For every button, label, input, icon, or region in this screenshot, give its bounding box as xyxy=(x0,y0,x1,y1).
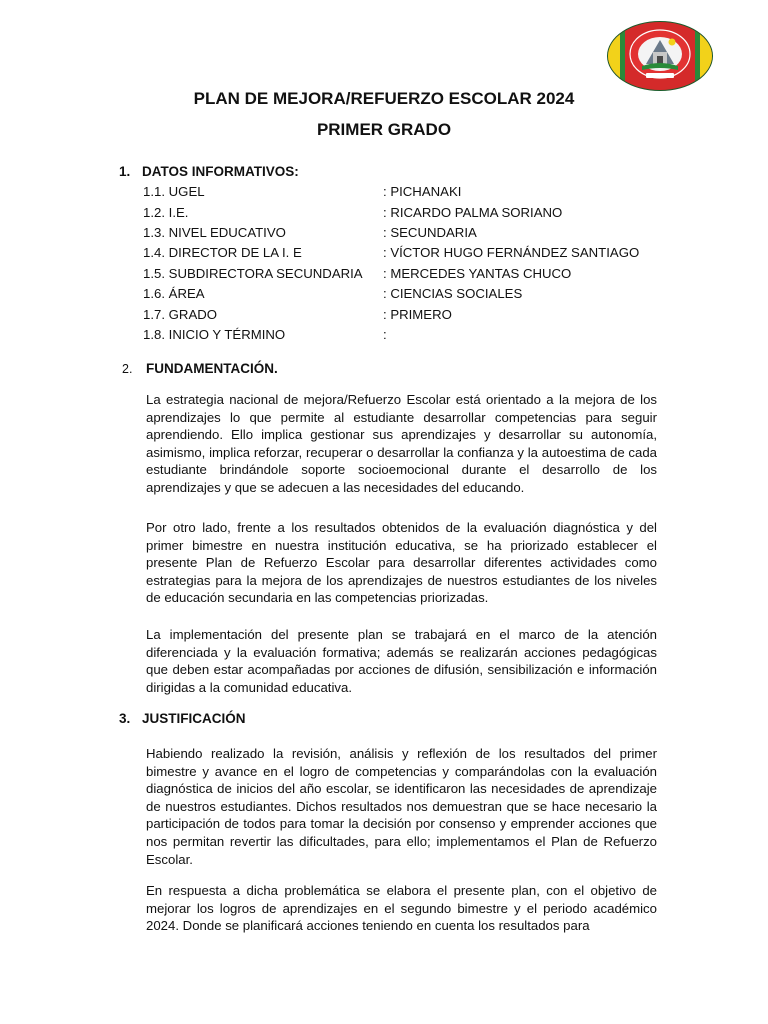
paragraph: Por otro lado, frente a los resultados obtenidos de la evaluación diagnóstica y del primer bimestre en nuestra institución educativa, se ha priorizado establecer el presente Plan de Refuerzo Escolar para desarrollar diferentes actividades como estrategias para la mejora de los aprendizajes de nuestros estudiantes de los niveles de educación secundaria en las competencias priorizadas. xyxy=(146,520,657,606)
info-key: 1.4. DIRECTOR DE LA I. E xyxy=(143,245,302,260)
school-seal-logo xyxy=(606,20,714,92)
info-value: : RICARDO PALMA SORIANO xyxy=(383,205,563,220)
section-2-heading xyxy=(122,361,278,376)
section-title: DATOS INFORMATIVOS: xyxy=(142,164,299,179)
info-row xyxy=(143,307,703,322)
info-key: 1.6. ÁREA xyxy=(143,286,205,301)
info-key: 1.7. GRADO xyxy=(143,307,218,322)
info-row xyxy=(143,266,703,281)
document-title: PLAN DE MEJORA/REFUERZO ESCOLAR 2024 xyxy=(193,89,575,108)
section-title: JUSTIFICACIÓN xyxy=(142,711,246,726)
paragraph: Habiendo realizado la revisión, análisis y reflexión de los resultados del primer bimestre y avance en el logro de competencias y comparándolas con la evaluación diagnóstica de inicios del año escolar, se identificaron las necesidades de aprendizaje de nuestros estudiantes. Dichos resultados nos demuestran que se hace necesario la participación de todos para tomar la decisión por consenso y emprender acciones que nos permitan revertir las dificultades, para ello; implementamos el Plan de Refuerzo Escolar. xyxy=(146,746,657,867)
info-row xyxy=(143,327,703,342)
info-key: 1.3. NIVEL EDUCATIVO xyxy=(143,225,286,240)
info-value: : PICHANAKI xyxy=(383,184,462,199)
document-subtitle: PRIMER GRADO xyxy=(316,120,452,139)
section-number: 1. xyxy=(119,164,131,179)
paragraph: La estrategia nacional de mejora/Refuerzo Escolar está orientado a la mejora de los aprendizajes lo que permite al estudiante desarrollar competencias para seguir aprendiendo. Ello implica gestionar sus aprendizajes y desarrollar su autonomía, asimismo, implica reforzar, recuperar o desarrollar la confianza y la autoestima de cada estudiante brindándole soporte socioemocional durante el desarrollo de los aprendizajes y que se adecuen a las necesidades del educando. xyxy=(146,392,657,495)
info-row xyxy=(143,205,703,220)
info-value: : MERCEDES YANTAS CHUCO xyxy=(383,266,572,281)
info-key: 1.8. INICIO Y TÉRMINO xyxy=(143,327,286,342)
paragraph: La implementación del presente plan se trabajará en el marco de la atención diferenciada y la evaluación formativa; además se realizarán acciones pedagógicas que deben estar acompañadas por acciones de difusión, sensibilización e información dirigidas a la comunidad educativa. xyxy=(146,627,657,695)
info-value: : CIENCIAS SOCIALES xyxy=(383,286,523,301)
info-row xyxy=(143,286,703,301)
info-row xyxy=(143,225,703,240)
info-value: : PRIMERO xyxy=(383,307,452,322)
section-3-heading xyxy=(119,711,246,726)
info-value: : VÍCTOR HUGO FERNÁNDEZ SANTIAGO xyxy=(383,245,640,260)
info-row xyxy=(143,245,703,260)
info-row xyxy=(143,184,703,199)
info-key: 1.5. SUBDIRECTORA SECUNDARIA xyxy=(143,266,363,281)
info-value: : SECUNDARIA xyxy=(383,225,477,240)
info-key: 1.2. I.E. xyxy=(143,205,189,220)
info-key: 1.1. UGEL xyxy=(143,184,205,199)
section-1-heading xyxy=(119,164,299,179)
section-title: FUNDAMENTACIÓN. xyxy=(146,361,278,376)
section-number: 3. xyxy=(119,711,131,726)
info-value: : xyxy=(383,327,387,342)
section-number: 2. xyxy=(122,362,133,376)
paragraph: En respuesta a dicha problemática se elabora el presente plan, con el objetivo de mejorar los logros de aprendizajes en el segundo bimestre y el periodo académico 2024. Donde se planificará acciones teniendo en cuenta los resultados para xyxy=(146,883,657,934)
